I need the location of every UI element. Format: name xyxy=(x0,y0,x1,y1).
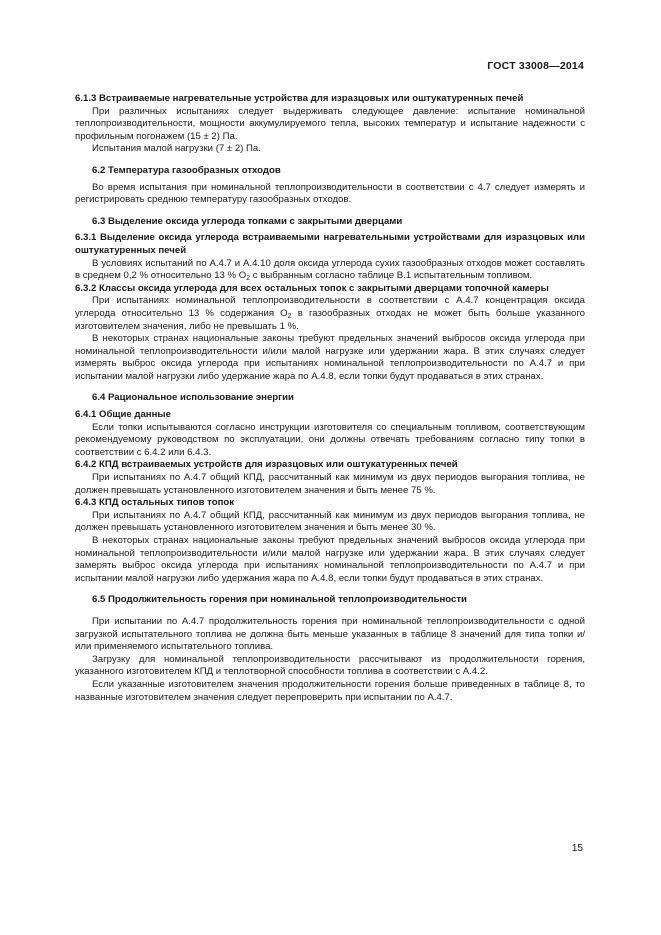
section-6-4-2-heading: 6.4.2 КПД встраиваемых устройств для изразцовых или оштукатуренных печей xyxy=(75,459,458,471)
paragraph: При различных испытаниях следует выдерживать следующее давление: испытание номинальной теплопроизводительности, мощности аккумулируемого тепла, высоких температур и испытание надежности с профильным погонажем (15 ± 2) Па. xyxy=(75,105,585,142)
paragraph: При испытаниях по А.4.7 общий КПД, рассчитанный как минимум из двух периодов выгорания топлива, не должен превышать установленного изготовителем значения и быть менее 75 %. xyxy=(75,472,585,496)
paragraph: В некоторых странах национальные законы требуют предельных значений выбросов оксида углерода при номинальной теплопроизводительности и/или малой нагрузке или удержании жара. В этих случаях следует измерять выброс оксида углерода при испытаниях номинальной теплопроизводительности по А.4.7 и при испытании малой нагрузки либо удержание жара по А.4.8, если топки будут продаваться в этих странах. xyxy=(75,333,585,382)
paragraph: Если топки испытываются согласно инструкции изготовителя со специальным топливом, соответствующим рекомендуемому руководством по эксплуатации, они должны отвечать требованиям согласно типу топки в соответствии с 6.4.2 или 6.4.3. xyxy=(75,421,585,458)
paragraph: При испытаниях по А.4.7 общий КПД, рассчитанный как минимум из двух периодов выгорания топлива, не должен превышать установленного изготовителем значения и быть менее 30 %. xyxy=(75,509,585,534)
paragraph: Если указанные изготовителем значения продолжительности горения больше приведенных в таблице 8, то названные изготовителем значения следует перепроверить при испытании по А.4.7. xyxy=(75,678,585,703)
section-6-2-heading: 6.2 Температура газообразных отходов xyxy=(92,164,281,176)
page-number: 15 xyxy=(571,843,583,854)
paragraph-o2-1: В условиях испытаний по А.4.7 и А.4.10 доля оксида углерода сухих газообразных отходов может составлять в среднем 0,2 % относительно 13 % $O_2$ с выбранным согласно таблице В.1 испытательным топливом. xyxy=(75,257,585,283)
document-body xyxy=(75,93,585,704)
section-6-3-2-heading: 6.3.2 Классы оксида углерода для всех остальных топок с закрытыми дверцами топочной камеры xyxy=(75,282,549,294)
section-6-4-heading: 6.4 Рациональное использование энергии xyxy=(92,392,294,404)
section-6-1-3-heading: 6.1.3 Встраиваемые нагревательные устройства для изразцовых или оштукатуренных печей xyxy=(75,93,524,104)
paragraph: В некоторых странах национальные законы требуют предельных значений выбросов оксида углерода при номинальной теплопроизводительности и/или малой нагрузке или удержании жара. В этих случаях следует замерять выброс оксида углерода при испытаниях номинальной теплопроизводительности по А.4.7 и при испытании малой нагрузки либо удержания жара по А.4.8, если топки будут продаваться в этих странах. xyxy=(75,535,585,584)
section-6-3-1-heading: 6.3.1 Выделение оксида углерода встраиваемыми нагревательными устройствами для изразцовых или оштукатуренных печей xyxy=(75,232,585,256)
section-6-5-heading: 6.5 Продолжительность горения при номинальной теплопроизводительности xyxy=(92,594,467,606)
paragraph: Во время испытания при номинальной теплопроизводительности в соответствии с 4.7 следует измерять и регистрировать среднюю температуру газообразных отходов. xyxy=(75,181,585,206)
section-6-4-3-heading: 6.4.3 КПД остальных типов топок xyxy=(75,497,235,509)
section-6-4-1-heading: 6.4.1 Общие данные xyxy=(75,409,171,421)
paragraph: При испытании по А.4.7 продолжительность горения при номинальной теплопроизводительности с одной загрузкой испытательного топлива не должна быть меньше указанных в таблице 8 значений для типа топки и/или применяемого испытательного топлива. xyxy=(75,615,585,653)
paragraph: Испытания малой нагрузки (7 ± 2) Па. xyxy=(92,143,261,155)
document-header: ГОСТ 33008—2014 xyxy=(487,60,584,72)
section-6-3-heading: 6.3 Выделение оксида углерода топками с закрытыми дверцами xyxy=(92,215,403,227)
paragraph: Загрузку для номинальной теплопроизводительности рассчитывают из продолжительности горения, указанного изготовителем КПД и теплотворной способности топлива в соответствии с А.4.2. xyxy=(75,653,585,678)
paragraph-o2-2: При испытаниях номинальной теплопроизводительности в соответствии с А.4.7 концентрация оксида углерода относительно 13 % содержания $O_2$ в газообразных отходах не может быть больше указанного изготовителем значения, либо не превышать 1 %. xyxy=(75,295,586,332)
